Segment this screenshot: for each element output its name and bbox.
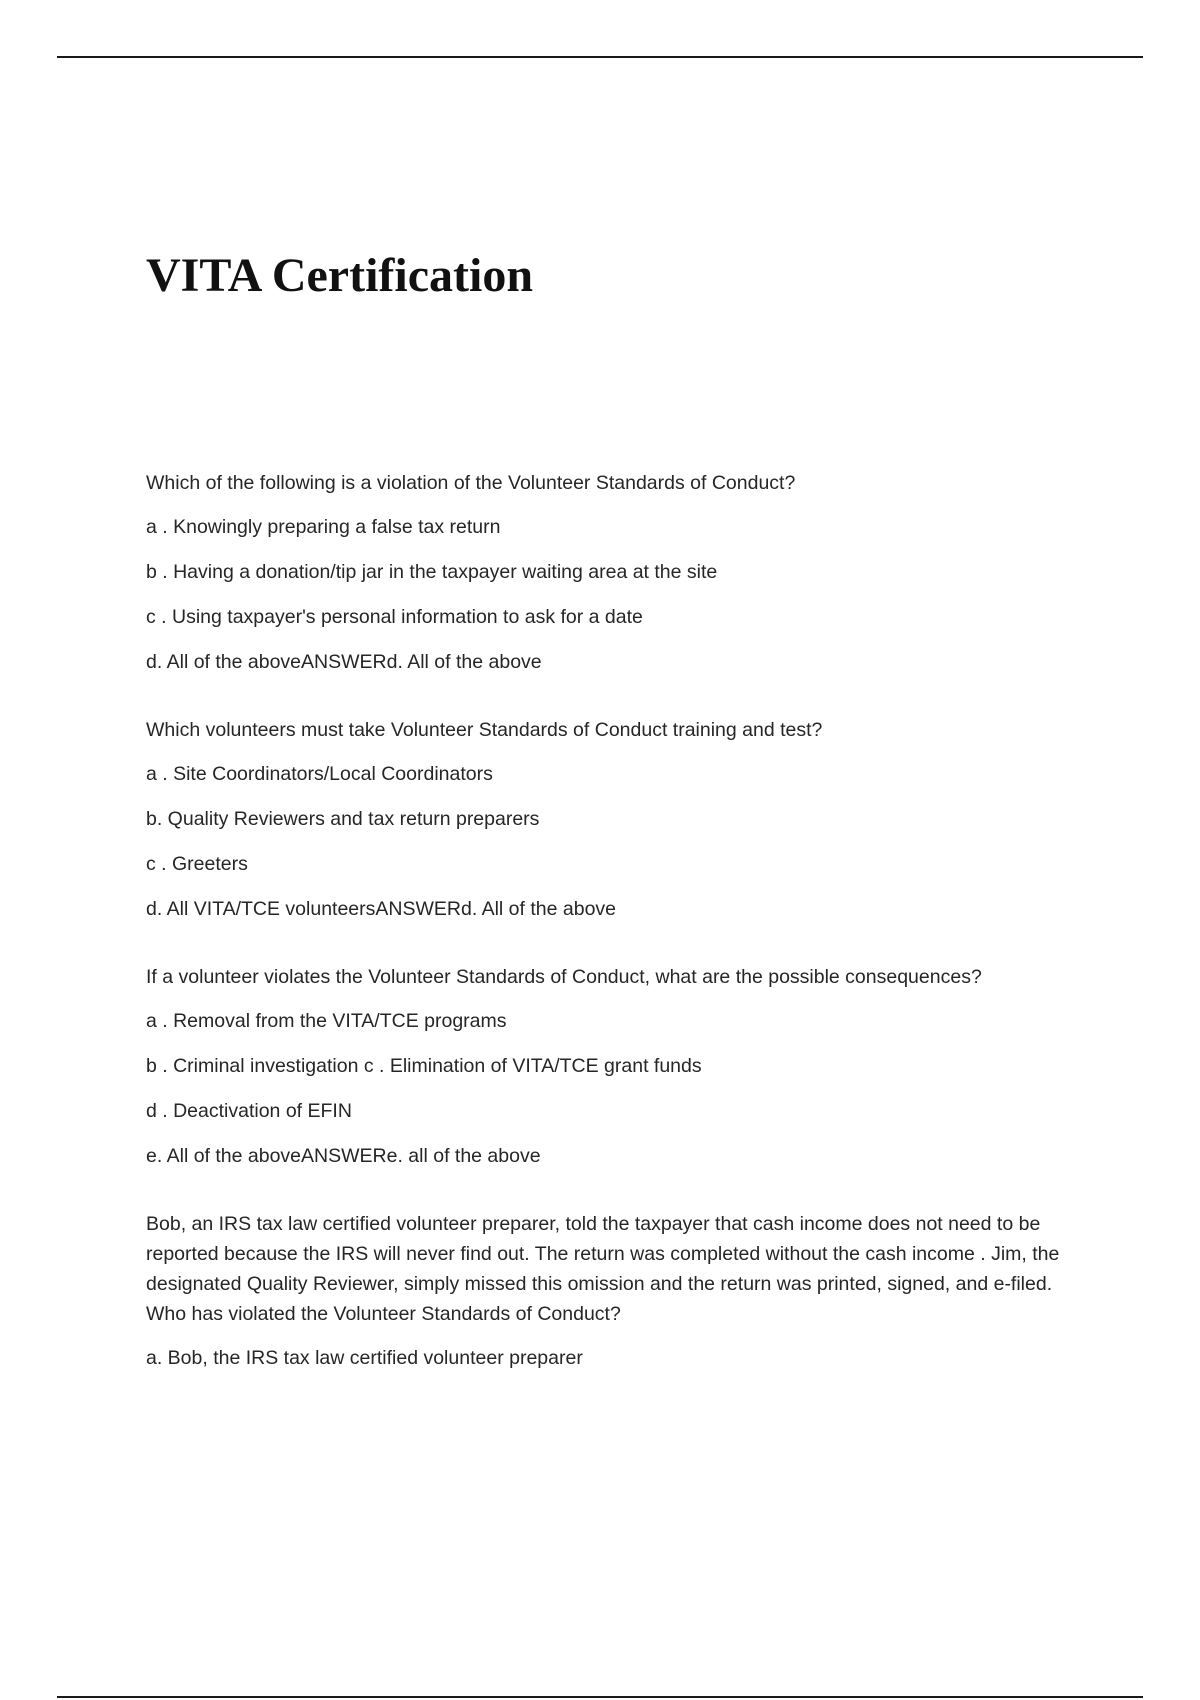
answer-option: a . Knowingly preparing a false tax return xyxy=(146,516,501,538)
answer-option: d . Deactivation of EFIN xyxy=(146,1100,352,1122)
question-text: Which of the following is a violation of the Volunteer Standards of Conduct? xyxy=(146,472,796,494)
answer-option: e. All of the aboveANSWERe. all of the above xyxy=(146,1145,541,1167)
question-block-4 xyxy=(146,1209,1086,1373)
question-list xyxy=(146,468,1086,1411)
answer-option: d. All VITA/TCE volunteersANSWERd. All of the above xyxy=(146,898,617,920)
answer-option: b . Criminal investigation c . Elimination of VITA/TCE grant funds xyxy=(146,1055,702,1077)
page-title: VITA Certification xyxy=(146,249,534,302)
question-block-1 xyxy=(146,468,1086,677)
answer-option: a. Bob, the IRS tax law certified volunteer preparer xyxy=(146,1347,583,1369)
answer-option: b. Quality Reviewers and tax return preparers xyxy=(146,808,540,830)
question-text: Which volunteers must take Volunteer Standards of Conduct training and test? xyxy=(146,719,823,741)
answer-option: c . Using taxpayer's personal information to ask for a date xyxy=(146,606,643,628)
answer-option: d. All of the aboveANSWERd. All of the above xyxy=(146,651,542,673)
answer-option: c . Greeters xyxy=(146,853,248,875)
answer-option: a . Site Coordinators/Local Coordinators xyxy=(146,763,493,785)
question-text: Bob, an IRS tax law certified volunteer preparer, told the taxpayer that cash income does not need to be reported because the IRS will never find out. The return was completed without the cash income . Jim, the designated Quality Reviewer, simply missed this omission and the return was printed, signed, and e-filed. Who has violated the Volunteer Standards of Conduct? xyxy=(146,1213,1060,1325)
bottom-rule xyxy=(57,1696,1143,1698)
question-block-2 xyxy=(146,715,1086,924)
question-block-3 xyxy=(146,962,1086,1171)
answer-option: a . Removal from the VITA/TCE programs xyxy=(146,1010,507,1032)
top-rule xyxy=(57,56,1143,58)
question-text: If a volunteer violates the Volunteer Standards of Conduct, what are the possible consequences? xyxy=(146,966,982,988)
answer-option: b . Having a donation/tip jar in the taxpayer waiting area at the site xyxy=(146,561,718,583)
